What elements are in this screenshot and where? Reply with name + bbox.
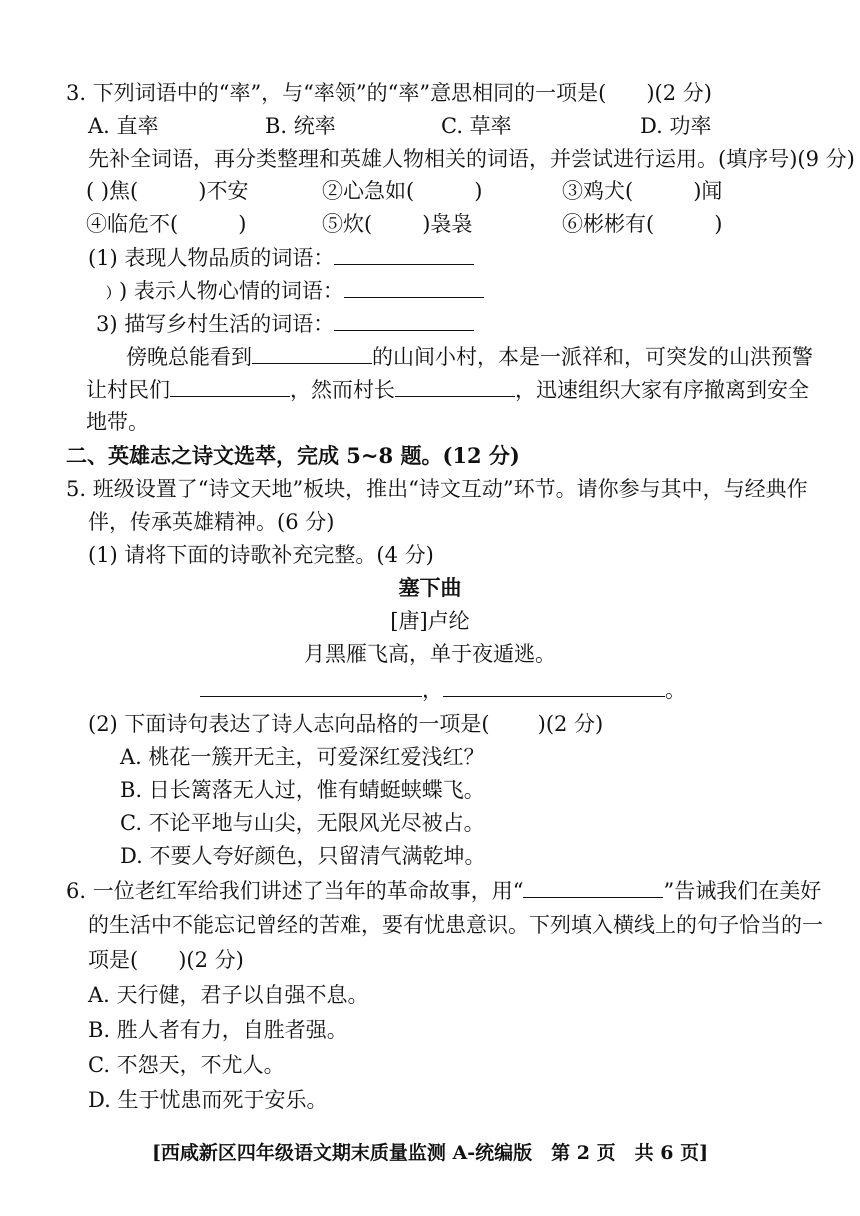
poem-author: [唐]卢纶 — [390, 609, 470, 633]
q4-word-1: ( )焦( )不安 — [86, 179, 249, 203]
poem-line-2: ， 。 — [200, 676, 686, 703]
q4-word-2: ②心急如( ) — [322, 179, 483, 203]
q6-option-c: C. 不怨天，不尤人。 — [88, 1053, 285, 1077]
q5-option-d: D. 不要人夸好颜色，只留清气满乾坤。 — [120, 844, 486, 868]
q3-option-c: C. 草率 — [441, 114, 512, 138]
q4-stem: 先补全词语，再分类整理和英雄人物相关的词语，并尝试进行运用。(填序号)(9 分) — [88, 147, 855, 171]
poem-title: 塞下曲 — [398, 575, 462, 600]
page-footer: [西咸新区四年级语文期末质量监测 A-统编版 第 2 页 共 6 页] — [151, 1142, 709, 1164]
q4-para-blank-1[interactable] — [252, 343, 372, 364]
q3-option-a: A. 直率 — [88, 114, 159, 138]
q5-stem-line1: 5. 班级设置了“诗文天地”板块，推出“诗文互动”环节。请你参与其中，与经典作 — [66, 477, 808, 501]
q5-option-b: B. 日长篱落无人过，惟有蜻蜓蛱蝶飞。 — [120, 778, 485, 802]
q4-para-blank-3[interactable] — [395, 376, 515, 397]
q4-word-4: ④临危不( ) — [86, 212, 247, 236]
q3-option-b: B. 统率 — [265, 114, 336, 138]
q3-option-d: D. 功率 — [640, 114, 712, 138]
q3-stem: 3. 下列词语中的“率”，与“率领”的“率”意思相同的一项是( )(2 分) — [66, 81, 712, 105]
q4-sub1-blank[interactable] — [334, 244, 474, 265]
q4-paragraph-line3: 地带。 — [86, 410, 149, 434]
poem-line-1: 月黑雁飞高，单于夜遁逃。 — [304, 642, 556, 666]
q4-word-5: ⑤炊( )袅袅 — [322, 212, 473, 236]
poem-blank-2[interactable] — [443, 676, 665, 697]
q6-stem-line2: 的生活中不能忘记曾经的苦难，要有忧患意识。下列填入横线上的句子恰当的一 — [88, 913, 823, 937]
q5-sub2: (2) 下面诗句表达了诗人志向品格的一项是( )(2 分) — [88, 712, 604, 736]
q4-sub1: (1) 表现人物品质的词语： — [88, 244, 474, 271]
section2-title: 二、英雄志之诗文选萃，完成 5~8 题。(12 分) — [66, 443, 520, 468]
q4-para-blank-2[interactable] — [170, 376, 290, 397]
q4-word-3: ③鸡犬( )闻 — [562, 179, 723, 203]
q4-sub2: ﹚) 表示人物心情的词语： — [98, 277, 484, 304]
q6-blank[interactable] — [523, 877, 663, 898]
q6-stem-line1: 6. 一位老红军给我们讲述了当年的革命故事，用“ ”告诫我们在美好 — [66, 879, 822, 903]
poem-blank-1[interactable] — [200, 676, 422, 697]
q6-option-d: D. 生于忧患而死于安乐。 — [88, 1088, 328, 1112]
q4-word-6: ⑥彬彬有( ) — [562, 212, 723, 236]
q5-stem-line2: 伴，传承英雄精神。(6 分) — [88, 510, 335, 534]
q5-sub1: (1) 请将下面的诗歌补充完整。(4 分) — [88, 543, 434, 567]
q5-option-c: C. 不论平地与山尖，无限风光尽被占。 — [120, 811, 485, 835]
q4-sub2-blank[interactable] — [344, 277, 484, 298]
q4-sub3: 3) 描写乡村生活的词语： — [96, 310, 474, 337]
q6-stem-line3: 项是( )(2 分) — [88, 948, 244, 972]
q4-sub3-blank[interactable] — [334, 310, 474, 331]
q5-option-a: A. 桃花一簇开无主，可爱深红爱浅红？ — [120, 745, 485, 769]
q4-paragraph-line1: 傍晚总能看到 的山间小村，本是一派祥和，可突发的山洪预警 — [126, 345, 813, 369]
q6-option-b: B. 胜人者有力，自胜者强。 — [88, 1018, 348, 1042]
q6-option-a: A. 天行健，君子以自强不息。 — [88, 983, 369, 1007]
q4-paragraph-line2: 让村民们 ，然而村长 ，迅速组织大家有序撤离到安全 — [86, 378, 809, 402]
